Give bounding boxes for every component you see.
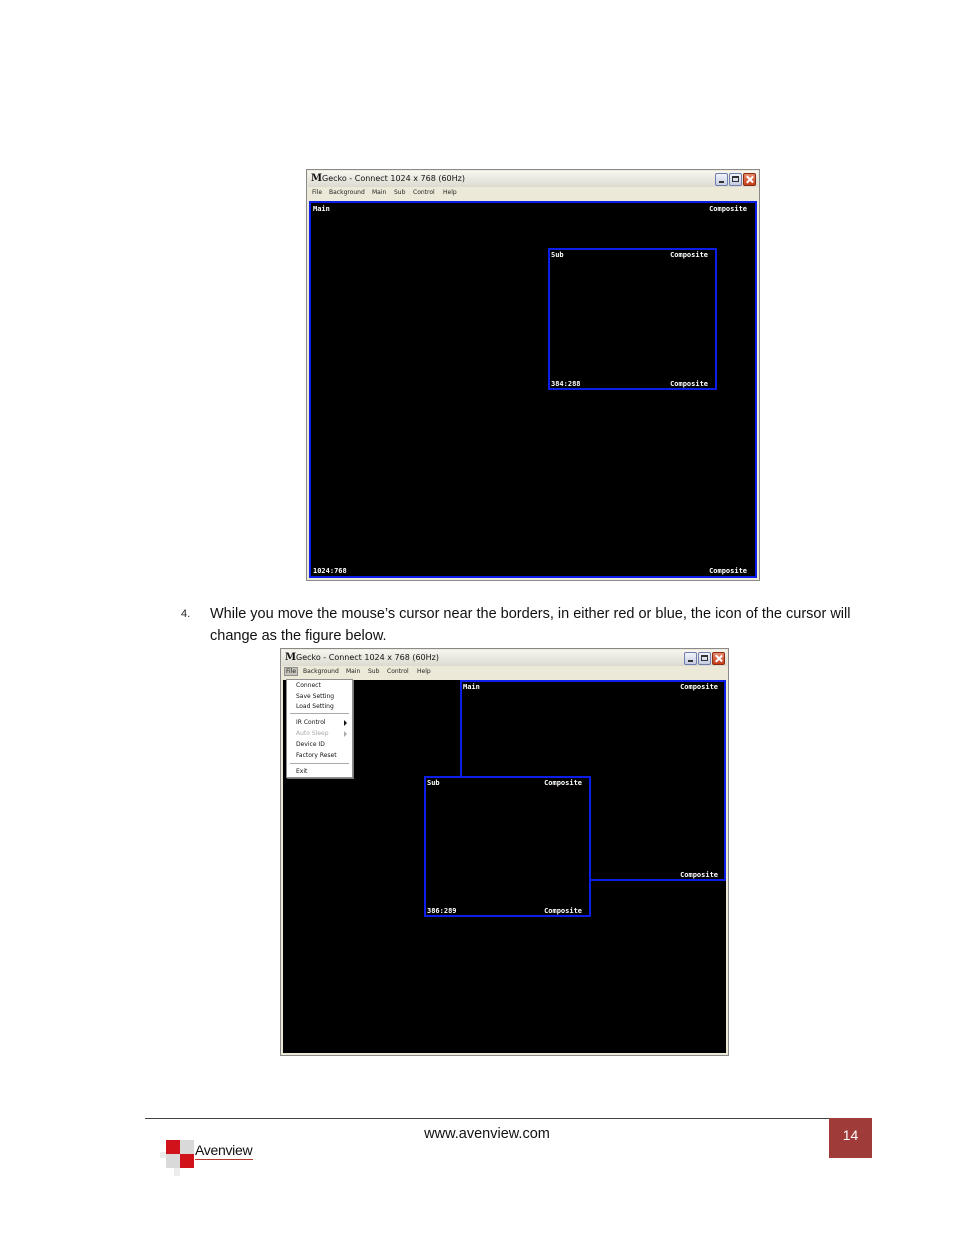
sub-window-source-bottom: Composite (544, 907, 582, 915)
main-window-name: Main (313, 205, 330, 213)
display-canvas (309, 201, 757, 578)
menu-main[interactable]: Main (346, 668, 361, 675)
main-window-source-bottom: Composite (680, 871, 718, 879)
minimize-button[interactable] (715, 173, 728, 186)
step-text: While you move the mouse’s cursor near the borders, in either red or blue, the icon of the cursor will change as the figure below. (210, 606, 851, 644)
logo-square-red (180, 1154, 194, 1168)
menu-item-device-id[interactable]: Device ID (296, 741, 325, 748)
menu-item-auto-sleep: Auto Sleep (296, 730, 329, 737)
menu-item-connect[interactable]: Connect (296, 682, 321, 689)
footer-divider (145, 1118, 829, 1119)
page-number: 14 (829, 1118, 872, 1158)
menu-sub[interactable]: Sub (368, 668, 380, 675)
sub-window-source-top: Composite (670, 251, 708, 259)
sub-window-frame[interactable] (424, 776, 591, 917)
brand-underline (195, 1159, 253, 1160)
sub-window-source-bottom: Composite (670, 380, 708, 388)
main-window-source-top: Composite (680, 683, 718, 691)
brand-name: Avenview (195, 1142, 253, 1158)
logo-square-light (174, 1168, 180, 1176)
menu-help[interactable]: Help (443, 189, 457, 196)
avenview-logo (160, 1138, 260, 1184)
logo-square-gray (166, 1154, 180, 1168)
app-logo-icon: M (311, 173, 323, 184)
sub-window-source-top: Composite (544, 779, 582, 787)
sub-window-name: Sub (551, 251, 564, 259)
app-logo-icon: M (285, 652, 297, 663)
menu-help[interactable]: Help (417, 668, 431, 675)
sub-window-resolution: 386:289 (427, 907, 457, 915)
file-menu-dropdown (286, 679, 353, 778)
step-number: 4. (181, 608, 191, 620)
maximize-button[interactable] (729, 173, 742, 186)
menu-bar (308, 188, 758, 199)
sub-window-frame[interactable] (548, 248, 717, 390)
logo-square-gray (180, 1140, 194, 1154)
main-window-resolution: 1024:768 (313, 567, 347, 575)
main-window-name: Main (463, 683, 480, 691)
main-window-source-bottom: Composite (709, 567, 747, 575)
sub-window-resolution: 384:288 (551, 380, 581, 388)
logo-square-light (160, 1152, 166, 1158)
menu-file[interactable]: File (286, 668, 297, 675)
menu-sub[interactable]: Sub (394, 189, 406, 196)
menu-background[interactable]: Background (329, 189, 365, 196)
menu-bar (282, 667, 727, 678)
window-title: Gecko - Connect 1024 x 768 (60Hz) (296, 653, 439, 662)
menu-control[interactable]: Control (387, 668, 409, 675)
menu-item-load-setting[interactable]: Load Setting (296, 703, 334, 710)
menu-item-factory-reset[interactable]: Factory Reset (296, 752, 337, 759)
gecko-window-1 (306, 169, 760, 581)
menu-separator (290, 763, 349, 764)
menu-item-ir-control[interactable]: IR Control (296, 719, 326, 726)
maximize-button[interactable] (698, 652, 711, 665)
footer-url[interactable]: www.avenview.com (424, 1126, 550, 1142)
menu-separator (290, 713, 349, 714)
menu-item-exit[interactable]: Exit (296, 768, 308, 775)
logo-square-red (166, 1140, 180, 1154)
menu-item-save-setting[interactable]: Save Setting (296, 693, 335, 700)
minimize-button[interactable] (684, 652, 697, 665)
menu-file[interactable]: File (312, 189, 323, 196)
title-bar[interactable] (308, 171, 758, 187)
submenu-arrow-icon (344, 720, 347, 726)
gecko-window-2 (280, 648, 729, 1056)
menu-background[interactable]: Background (303, 668, 339, 675)
main-window-source-top: Composite (709, 205, 747, 213)
submenu-arrow-icon (344, 731, 347, 737)
close-button[interactable] (712, 652, 725, 665)
menu-main[interactable]: Main (372, 189, 387, 196)
sub-window-name: Sub (427, 779, 440, 787)
title-bar[interactable] (282, 650, 727, 666)
close-button[interactable] (743, 173, 756, 186)
menu-control[interactable]: Control (413, 189, 435, 196)
window-title: Gecko - Connect 1024 x 768 (60Hz) (322, 174, 465, 183)
